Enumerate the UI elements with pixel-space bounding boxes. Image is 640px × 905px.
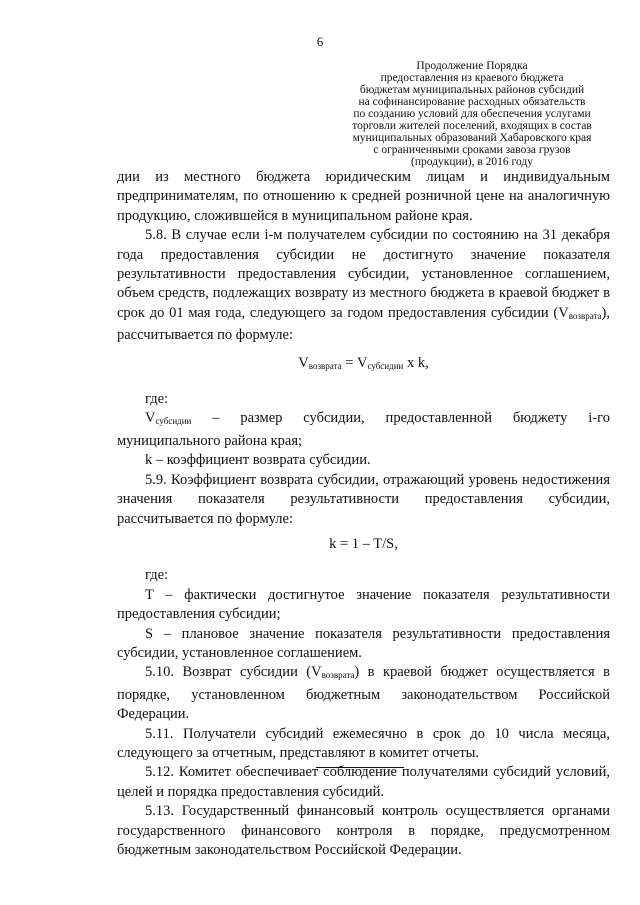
definition-k: k – коэффициент возврата субсидии. xyxy=(145,452,371,469)
paragraph-5-8 xyxy=(117,226,610,345)
paragraph-continuation: дии из местного бюджета юридическим лицам и индивидуальным предпринимателям, по отношению к средней розничной цене на аналогичную продукцию, сложившейся в муниципальном районе края. xyxy=(117,169,610,224)
header-line: предоставления из краевого бюджета xyxy=(380,72,564,84)
formula-rest: x k, xyxy=(403,354,429,371)
header-line: по созданию условий для обеспечения услугами xyxy=(353,108,591,120)
paragraph-5-8-tail: ), рассчитывается по формуле: xyxy=(117,304,610,344)
closing-separator-line xyxy=(316,767,404,768)
formula-sub-right: субсидии xyxy=(367,360,404,371)
def-v-text: – размер субсидии, предоставленной бюджету i-го муниципального района края; xyxy=(117,410,610,449)
definition-t: T – фактически достигнутое значение показателя результативности предоставления субсидии; xyxy=(117,586,610,623)
header-line: на софинансирование расходных обязательств xyxy=(358,96,586,108)
definition-v-subsidy xyxy=(117,409,610,451)
header-line: торговли жителей поселений, входящих в состав xyxy=(352,120,592,132)
header-line: (продукции), в 2016 году xyxy=(410,156,533,168)
paragraph-5-13: 5.13. Государственный финансовый контроль осуществляется органами государственного финансового контроля в порядке, предусмотренном бюджетным законодательством Российской Федерации. xyxy=(117,803,610,858)
formula-coefficient: k = 1 – T/S, xyxy=(329,535,398,552)
header-line: муниципальных образований Хабаровского края xyxy=(352,132,592,144)
header-line: Продолжение Порядка xyxy=(416,60,528,72)
page-number: 6 xyxy=(316,34,324,49)
document-header xyxy=(322,60,622,168)
document-body xyxy=(117,168,610,860)
paragraph-5-10-text: 5.10. Возврат субсидии (V xyxy=(145,664,322,681)
subscript-vozvrata: возврата xyxy=(568,310,602,321)
paragraph-5-10-tail: ) в краевой бюджет осуществляется в порядке, установленном бюджетным законодательством Российской Федерации. xyxy=(117,664,610,723)
paragraph-5-8-text: 5.8. В случае если i-м получателем субсидии по состоянию на 31 декабря года предоставления субсидии не достигнуто значение показателя результативности предоставления субсидии, установленное соглашением, объем средств, подлежащих возврату из местного бюджета в краевой бюджет в срок до 01 мая года, следующего за годом предоставления субсидии (V xyxy=(117,227,610,321)
paragraph-5-10-sub: возврата xyxy=(321,670,355,681)
definition-s: S – плановое значение показателя результативности предоставления субсидии, установленное соглашением. xyxy=(117,625,610,661)
paragraph-5-9: 5.9. Коэффициент возврата субсидии, отражающий уровень недостижения значения показателя результативности предоставления субсидии, рассчитывается по формуле: xyxy=(117,471,610,527)
where-label: где: xyxy=(145,567,169,584)
paragraph-5-11: 5.11. Получатели субсидий ежемесячно в срок до 10 числа месяца, следующего за отчетным, представляют в комитет отчеты. xyxy=(117,725,610,761)
formula-v: V xyxy=(298,354,309,371)
def-v-sub: субсидии xyxy=(155,416,192,427)
paragraph-5-12: 5.12. Комитет обеспечивает соблюдение получателями субсидий условий, целей и порядка предоставления субсидий. xyxy=(117,764,610,800)
where-label: где: xyxy=(145,391,169,408)
paragraph-5-10 xyxy=(117,663,610,724)
header-line: с ограниченными сроками завоза грузов xyxy=(373,144,571,156)
formula-return-volume xyxy=(117,354,610,376)
header-line: бюджетам муниципальных районов субсидий xyxy=(359,84,585,96)
formula-eq: = V xyxy=(341,354,368,371)
def-v-prefix: V xyxy=(145,410,156,427)
formula-sub-left: возврата xyxy=(308,360,342,371)
